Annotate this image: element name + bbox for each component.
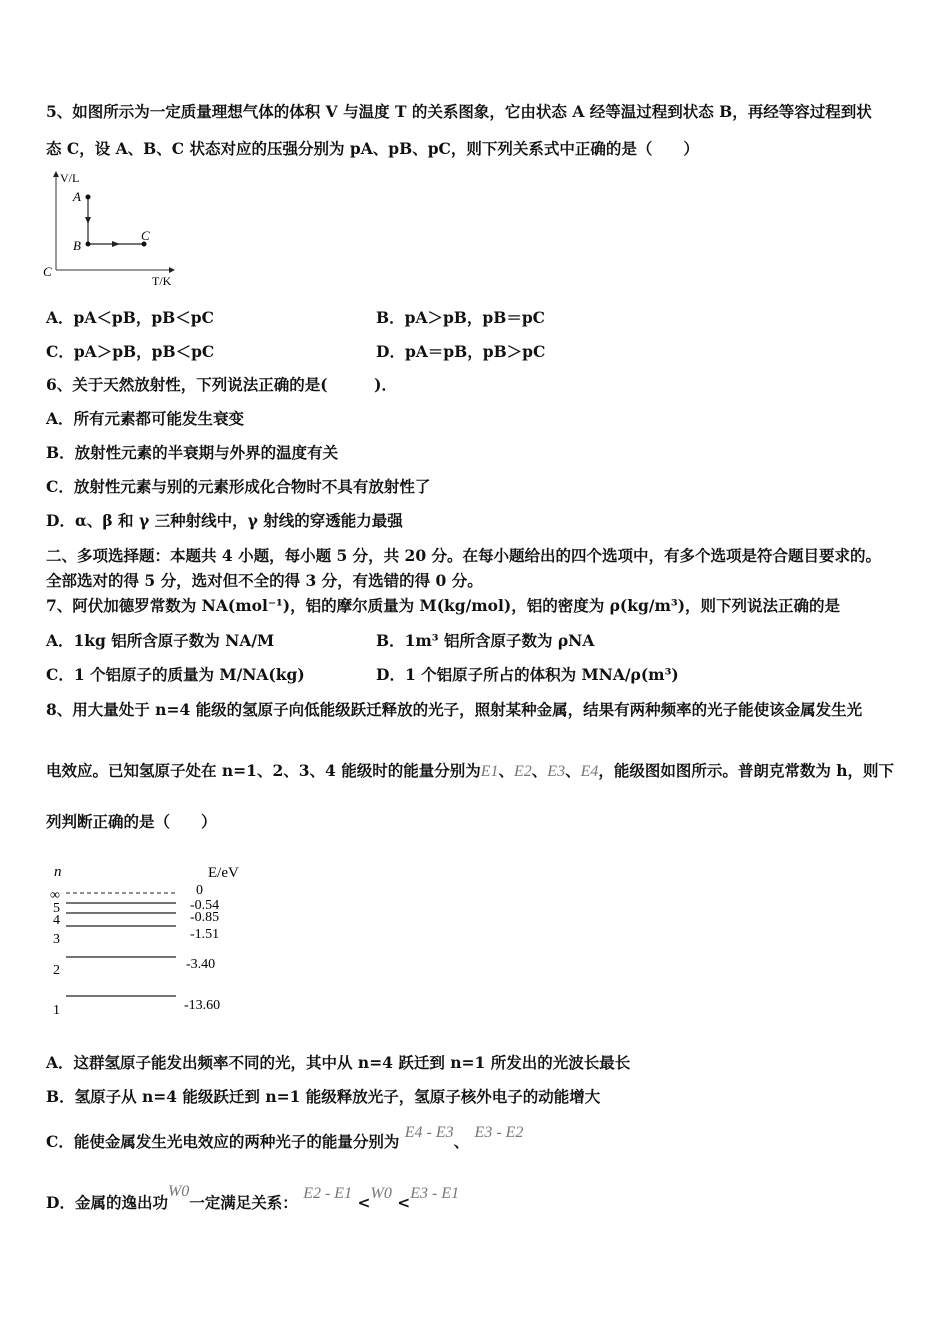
q6-option-c: C．放射性元素与别的元素形成化合物时不具有放射性了 (46, 477, 431, 496)
q7-option-d: D．1 个铝原子所占的体积为 MNA/ρ(m³) (376, 665, 679, 684)
energy-level-diagram (40, 858, 260, 1020)
level-infinity (50, 883, 203, 903)
level-e: 0 (196, 883, 203, 898)
point-c-label: C (141, 228, 150, 243)
q5-stem-line2: 态 C，设 A、B、C 状态对应的压强分别为 pA、pB、pC，则下列关系式中正确的是（ ） (46, 139, 699, 158)
energy-e2: E2 (514, 763, 532, 780)
level-4 (53, 910, 219, 928)
section2-line2: 全部选对的得 5 分，选对但不全的得 3 分，有选错的得 0 分。 (46, 571, 483, 590)
formula-e2-e1: E2 - E1 (303, 1185, 353, 1202)
y-axis-label: V/L (60, 171, 80, 185)
less-than-2: < (397, 1193, 411, 1212)
point-b (86, 242, 91, 247)
energy-e4: E4 (580, 763, 599, 780)
level-e: -3.40 (186, 957, 216, 972)
origin-label: C (43, 264, 52, 279)
q8-stem-line3: 列判断正确的是（ ） (46, 812, 217, 831)
q5-option-c: C．pA＞pB，pB＜pC (46, 342, 215, 361)
q8-c-pre: C．能使金属发生光电效应的两种光子的能量分别为 (46, 1132, 400, 1151)
level-e: -1.51 (190, 927, 220, 942)
level-n: ∞ (50, 888, 60, 903)
level-1 (53, 996, 220, 1018)
work-function-w0-b: W0 (370, 1185, 392, 1202)
arrow-ab (85, 217, 91, 224)
work-function-w0: W0 (167, 1183, 190, 1200)
less-than-1: < (357, 1193, 371, 1212)
energy-e1: E1 (480, 763, 499, 780)
vt-graph (40, 168, 180, 290)
q5-option-d: D．pA＝pB，pB＞pC (376, 342, 546, 361)
formula-e4-e3: E4 - E3 (404, 1124, 454, 1141)
level-e: -13.60 (184, 998, 221, 1013)
sep2: 、 (531, 761, 548, 780)
q8-d-mid: 一定满足关系： (189, 1193, 298, 1212)
q8-stem-line1: 8、用大量处于 n=4 能级的氢原子向低能级跃迁释放的光子，照射某种金属，结果有两种频率的光子能使该金属发生光 (46, 700, 863, 719)
level-3 (53, 926, 219, 947)
q5-stem-line1: 5、如图所示为一定质量理想气体的体积 V 与温度 T 的关系图象，它由状态 A 经等温过程到状态 B，再经等容过程到状 (46, 102, 872, 121)
q8-option-c (46, 1124, 524, 1153)
q8-option-d (46, 1183, 460, 1214)
level-n: 4 (53, 913, 60, 928)
q7-stem: 7、阿伏加德罗常数为 NA(mol⁻¹)，铝的摩尔质量为 M(kg/mol)，铝的密度为 ρ(kg/m³)，则下列说法正确的是 (46, 596, 841, 615)
e-label: E/eV (208, 865, 239, 881)
q8-line2-pre: 电效应。已知氢原子处在 n=1、2、3、4 能级时的能量分别为 (46, 761, 481, 780)
formula-e3-e1: E3 - E1 (410, 1185, 460, 1202)
point-a-label: A (73, 189, 81, 204)
level-n: 1 (53, 1003, 60, 1018)
level-n: 5 (53, 901, 60, 916)
energy-e3: E3 (547, 763, 566, 780)
q8-option-a: A．这群氢原子能发出频率不同的光，其中从 n=4 跃迁到 n=1 所发出的光波长最长 (46, 1053, 631, 1072)
x-axis-label: T/K (152, 274, 172, 288)
q8-option-b: B．氢原子从 n=4 能级跃迁到 n=1 能级释放光子，氢原子核外电子的动能增大 (46, 1087, 601, 1106)
section2-line1: 二、多项选择题：本题共 4 小题，每小题 5 分，共 20 分。在每小题给出的四个选项中，有多个选项是符合题目要求的。 (46, 546, 882, 565)
q7-option-a: A．1kg 铝所含原子数为 NA/M (46, 631, 275, 650)
sep1: 、 (498, 761, 514, 780)
q6-option-d: D．α、β 和 γ 三种射线中，γ 射线的穿透能力最强 (46, 511, 403, 530)
q6-option-b: B．放射性元素的半衰期与外界的温度有关 (46, 443, 339, 462)
q5-option-b: B．pA＞pB，pB＝pC (376, 308, 546, 327)
q6-stem: 6、关于天然放射性，下列说法正确的是( )． (46, 375, 397, 394)
q8-stem-line2 (46, 761, 894, 782)
q8-line2-post: ，能级图如图所示。普朗克常数为 h，则下 (598, 761, 895, 780)
point-a (86, 195, 91, 200)
n-label: n (54, 864, 62, 880)
sep3: 、 (565, 761, 581, 780)
q6-option-a: A．所有元素都可能发生衰变 (46, 409, 245, 428)
level-n: 2 (53, 963, 60, 978)
q7-option-b: B．1m³ 铝所含原子数为 ρNA (376, 631, 595, 650)
level-n: 3 (53, 932, 60, 947)
q8-d-pre: D．金属的逸出功 (46, 1193, 168, 1212)
q8-c-sep: 、 (453, 1132, 470, 1151)
arrow-bc (112, 241, 120, 247)
point-b-label: B (73, 238, 81, 253)
level-e: -0.54 (190, 898, 220, 913)
q5-option-a: A．pA＜pB，pB＜pC (46, 308, 214, 327)
q7-option-c: C．1 个铝原子的质量为 M/NA(kg) (46, 665, 305, 684)
level-e: -0.85 (190, 910, 220, 925)
level-2 (53, 957, 215, 978)
formula-e3-e2: E3 - E2 (474, 1124, 524, 1141)
